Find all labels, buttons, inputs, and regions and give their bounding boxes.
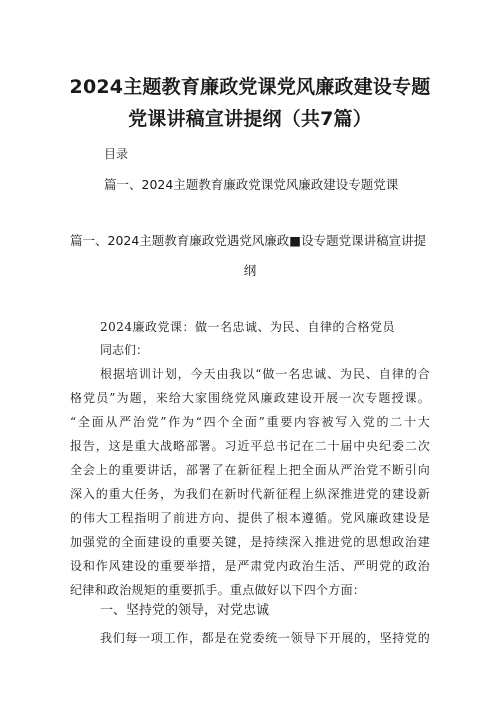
paragraph-line: 全会上的重要讲话，部署了在新征程上把全面从严治党不断引向 [70,463,430,477]
paragraph-line: 纪律和政治规矩的重要抓手。重点做好以下四个方面： [70,583,366,597]
paragraph-line: 加强党的全面建设的重要关键，是持续深入推进党的思想政治建 [70,535,430,549]
paragraph-line: 格党员”为题，来给大家围绕党风廉政建设开展一次专题授课。 [70,391,430,405]
document-title-line1: 2024主题教育廉政党课党风廉政建设专题 [69,76,431,98]
document-title-line2: 党课讲稿宣讲提纲（共7篇） [128,108,372,130]
point-heading: 一、坚持党的领导，对党忠诚 [100,603,270,618]
section-heading-line1: 篇一、2024主题教育廉政党遇党风廉政■设专题党课讲稿宣讲提 [70,233,427,248]
paragraph-line: 报告，这是重大战略部署。习近平总书记在二十届中央纪委二次 [70,439,430,453]
paragraph-line: 设和作风建设的重要举措，是严肃党内政治生活、严明党的政治 [70,559,430,573]
paragraph-line: 我们每一项工作，都是在党委统一领导下开展的，坚持党的 [100,631,430,645]
toc-label: 目录 [104,147,129,161]
lecture-subtitle: 2024廉政党课：做一名忠诚、为民、自律的合格党员 [100,320,396,334]
paragraph-line: “全面从严治党”作为“四个全面”重要内容被写入党的二十大 [70,415,430,429]
section-heading-line2: 纲 [243,263,257,278]
paragraph-line: 深入的重大任务，为我们在新时代新征程上纵深推进党的建设新 [70,487,430,501]
greeting: 同志们： [100,343,149,357]
paragraph-line: 根据培训计划，今天由我以“做一名忠诚、为民、自律的合 [100,367,430,381]
toc-item[interactable]: 篇一、2024主题教育廉政党课党风廉政建设专题党课 [104,177,399,192]
paragraph-line: 的伟大工程指明了前进方向、提供了根本遵循。党风廉政建设是 [70,511,430,525]
